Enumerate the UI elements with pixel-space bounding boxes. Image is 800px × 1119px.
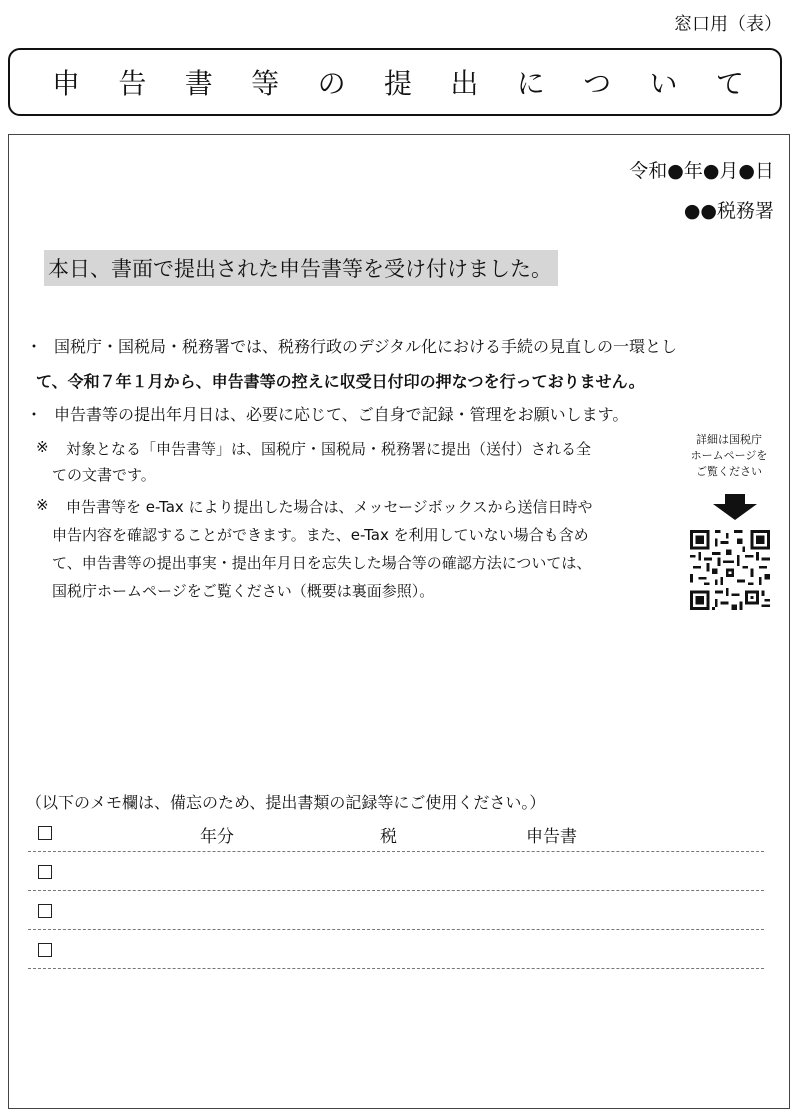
qr-caption-line: ご覧ください (696, 465, 762, 478)
qr-caption (684, 432, 774, 480)
title-char: 告 (118, 67, 147, 100)
memo-tax-label: 税 (380, 827, 397, 847)
title-char: 申 (52, 67, 81, 100)
title-char: 提 (383, 67, 412, 100)
bullet-1-line-2: て、令和７年１月から、申告書等の控えに収受日付印の押なつを行っておりません。 (36, 372, 645, 391)
memo-row (28, 818, 764, 852)
form-copy-label: 窓口用（表） (674, 14, 782, 35)
title-char: の (317, 67, 346, 100)
receipt-headline: 本日、書面で提出された申告書等を受け付けました。 (44, 250, 558, 286)
title-char: 出 (450, 67, 479, 100)
down-arrow-icon (713, 494, 757, 520)
memo-year-label: 年分 (200, 827, 234, 847)
memo-row (28, 935, 764, 969)
checkbox[interactable] (38, 943, 52, 957)
title-char: て (715, 67, 744, 100)
note-1-line-2: ての文書です。 (52, 466, 156, 484)
note-mark: ※ (36, 438, 49, 456)
bullet-dot: ・ (26, 405, 43, 424)
title-char: 書 (184, 67, 213, 100)
note-2-line-4: 国税庁ホームページをご覧ください（概要は裏面参照）。 (52, 582, 435, 600)
note-2-line-2: 申告内容を確認することができます。また、e-Tax を利用していない場合も含め (52, 526, 589, 544)
checkbox[interactable] (38, 826, 52, 840)
title-char: 等 (251, 67, 280, 100)
memo-row (28, 896, 764, 930)
bullet-dot: ・ (26, 337, 43, 356)
note-mark: ※ (36, 496, 49, 514)
checkbox[interactable] (38, 904, 52, 918)
note-2-line-3: て、申告書等の提出事実・提出年月日を忘失した場合等の確認方法については、 (52, 554, 592, 572)
bullet-2-text: 申告書等の提出年月日は、必要に応じて、ご自身で記録・管理をお願いします。 (54, 405, 629, 424)
title-char: つ (583, 67, 612, 100)
qr-code-icon[interactable] (690, 530, 770, 610)
note-1-line-1: 対象となる「申告書等」は、国税庁・国税局・税務署に提出（送付）される全 (66, 440, 592, 458)
title-char: に (516, 67, 545, 100)
page-title (8, 48, 782, 116)
memo-return-label: 申告書 (526, 827, 577, 847)
bullet-1-line-1: 国税庁・国税局・税務署では、税務行政のデジタル化における手続の見直しの一環とし (54, 337, 678, 356)
title-char: い (649, 67, 678, 100)
tax-office-name: ●●税務署 (683, 200, 774, 222)
checkbox[interactable] (38, 865, 52, 879)
qr-caption-line: 詳細は国税庁 (696, 433, 762, 446)
issue-date: 令和●年●月●日 (629, 160, 774, 182)
qr-caption-line: ホームページを (690, 449, 768, 462)
note-2-line-1: 申告書等を e-Tax により提出した場合は、メッセージボックスから送信日時や (66, 498, 593, 516)
memo-instructions: （以下のメモ欄は、備忘のため、提出書類の記録等にご使用ください。） (26, 793, 546, 812)
memo-row (28, 857, 764, 891)
